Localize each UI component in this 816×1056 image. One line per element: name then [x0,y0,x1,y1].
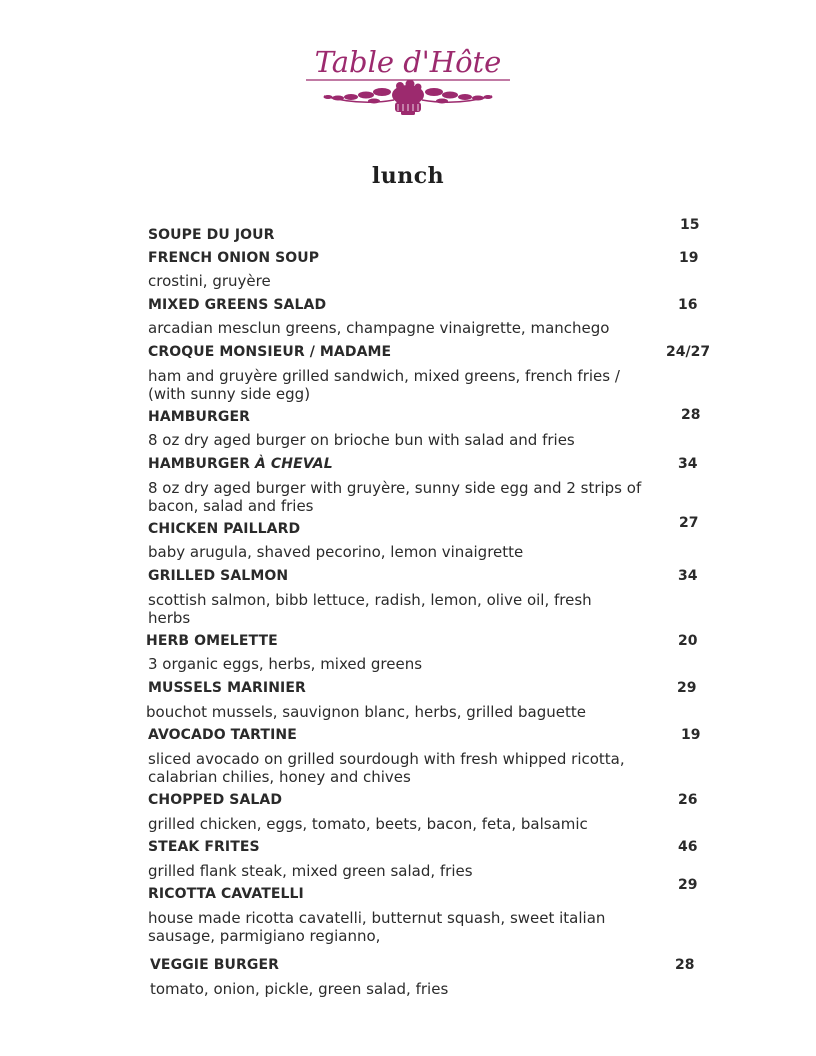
menu-item-description: crostini, gruyère [148,272,271,290]
menu-item-price: 16 [678,297,698,313]
menu-item-price: 46 [678,839,698,855]
menu-item-description: sliced avocado on grilled sourdough with fresh whipped ricotta, calabrian chilies, honey and chives [148,750,625,786]
section-title: lunch [371,163,445,189]
menu-item-description: scottish salmon, bibb lettuce, radish, lemon, olive oil, fresh herbs [148,591,592,627]
menu-item-price: 15 [680,217,700,233]
menu-item-description: arcadian mesclun greens, champagne vinaigrette, manchego [148,319,610,337]
menu-item-price: 20 [678,633,698,649]
menu-item-description: house made ricotta cavatelli, butternut squash, sweet italian sausage, parmigiano regianno, [148,909,606,945]
menu-item-description: grilled chicken, eggs, tomato, beets, bacon, feta, balsamic [148,815,588,833]
menu-item-name: CHICKEN PAILLARD [148,521,301,537]
menu-item-price: 34 [678,568,698,584]
menu-item-description: ham and gruyère grilled sandwich, mixed greens, french fries / (with sunny side egg) [148,367,620,403]
menu-item-description: 8 oz dry aged burger with gruyère, sunny side egg and 2 strips of bacon, salad and fries [148,479,642,515]
menu-item-name: MIXED GREENS SALAD [148,297,327,313]
menu-item-name: SOUPE DU JOUR [148,227,275,243]
menu-item-name-main: HAMBURGER [148,456,256,472]
menu-item-name: GRILLED SALMON [148,568,289,584]
menu-item-price: 26 [678,792,698,808]
menu-item-price: 29 [678,877,698,893]
menu-item-name [148,456,333,472]
menu-item-name: FRENCH ONION SOUP [148,250,320,266]
menu-item-name: CHOPPED SALAD [148,792,283,808]
menu-item-description: 8 oz dry aged burger on brioche bun with salad and fries [148,431,575,449]
menu-item-description: 3 organic eggs, herbs, mixed greens [148,655,423,673]
svg-text:Table d'Hôte: Table d'Hôte [314,45,502,79]
menu-item-name: AVOCADO TARTINE [148,727,297,743]
menu-item-name: RICOTTA CAVATELLI [148,886,304,902]
menu-item-price: 24/27 [666,344,711,360]
restaurant-logo [300,40,516,124]
menu-item-description: bouchot mussels, sauvignon blanc, herbs, grilled baguette [146,703,586,721]
menu-item-name: CROQUE MONSIEUR / MADAME [148,344,392,360]
menu-item-price: 28 [681,407,701,423]
menu-item-name: STEAK FRITES [148,839,260,855]
menu-item-price: 29 [677,680,697,696]
menu-item-price: 19 [681,727,701,743]
menu-item-name: VEGGIE BURGER [150,957,279,973]
menu-item-name: HERB OMELETTE [146,633,278,649]
menu-item-price: 27 [679,515,699,531]
menu-item-price: 19 [679,250,699,266]
menu-item-name: MUSSELS MARINIER [148,680,306,696]
menu-item-description: grilled flank steak, mixed green salad, fries [148,862,473,880]
menu-item-description: tomato, onion, pickle, green salad, fries [150,980,449,998]
menu-item-price: 28 [675,957,695,973]
menu-item-price: 34 [678,456,698,472]
menu-item-name: HAMBURGER [148,409,251,425]
menu-item-name-italic: À CHEVAL [255,456,333,472]
menu-item-description: baby arugula, shaved pecorino, lemon vinaigrette [148,543,524,561]
